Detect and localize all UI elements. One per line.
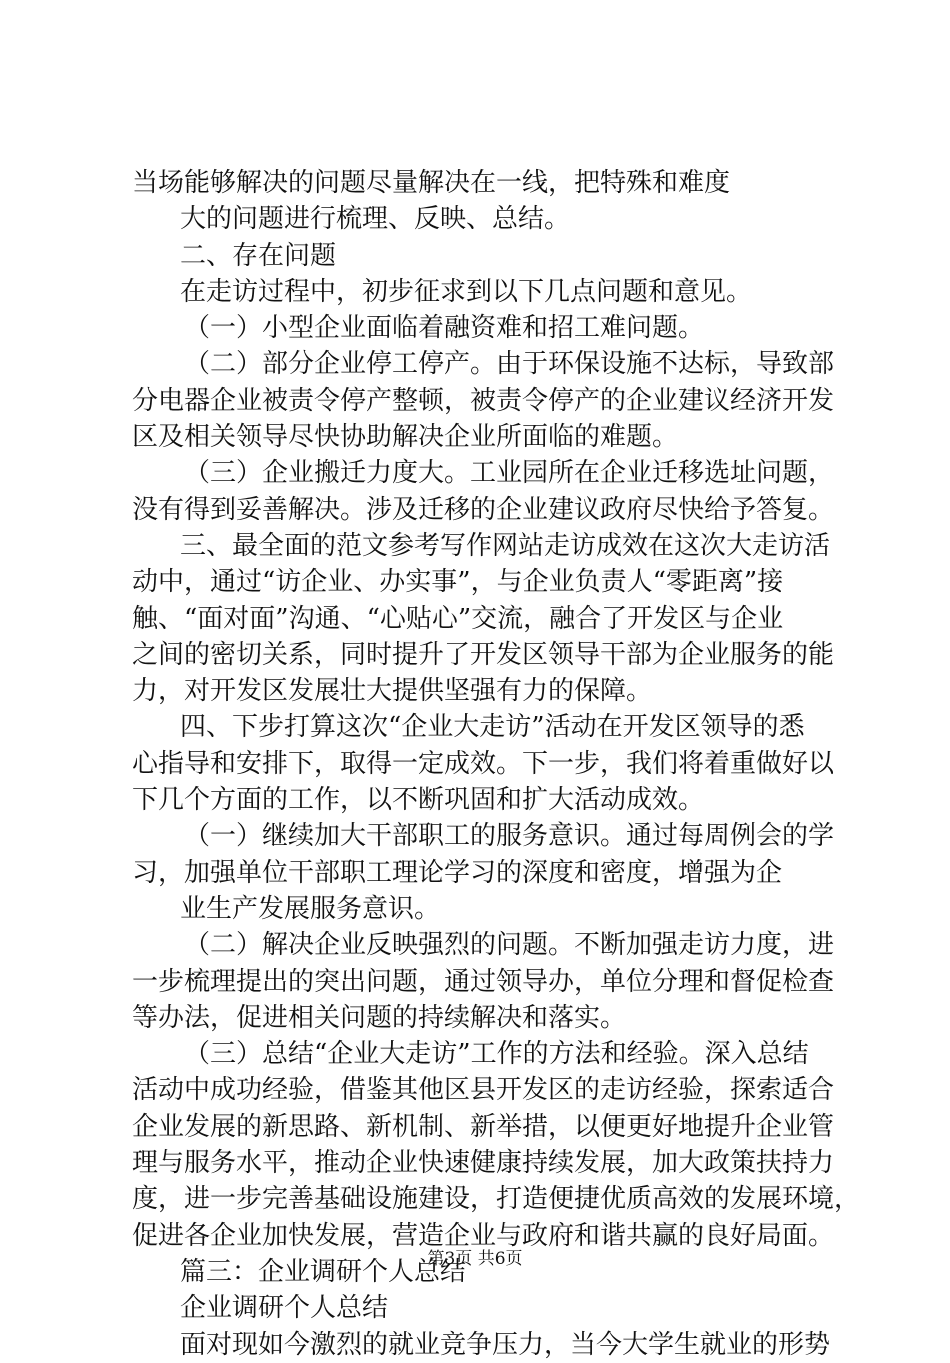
text-line: 动中，通过“访企业、办实事”，与企业负责人“零距离”接	[132, 567, 784, 598]
text-line: 力，对开发区发展壮大提供坚强有力的保障。	[132, 676, 653, 707]
document-body	[132, 165, 861, 1363]
text-line: 篇三：企业调研个人总结	[180, 1256, 467, 1287]
text-line: 度，进一步完善基础设施建设，打造便捷优质高效的发展环境，	[132, 1184, 861, 1215]
text-line: 企业调研个人总结	[180, 1293, 389, 1324]
text-line: 三、最全面的范文参考写作网站走访成效在这次大走访活	[180, 530, 831, 561]
text-line: 等办法，促进相关问题的持续解决和落实。	[132, 1002, 627, 1033]
text-line: 区及相关领导尽快协助解决企业所面临的难题。	[132, 422, 679, 453]
text-line: （二）部分企业停工停产。由于环保设施不达标，导致部	[184, 349, 835, 380]
text-line: 下几个方面的工作，以不断巩固和扩大活动成效。	[132, 785, 705, 816]
text-line: （三）企业搬迁力度大。工业园所在企业迁移选址问题，	[184, 458, 835, 489]
text-line: 活动中成功经验，借鉴其他区县开发区的走访经验，探索适合	[132, 1075, 835, 1106]
text-line: 企业发展的新思路、新机制、新举措，以便更好地提升企业管	[132, 1111, 835, 1142]
text-line: 面对现如今激烈的就业竞争压力，当今大学生就业的形势	[180, 1329, 831, 1360]
text-line: 一步梳理提出的突出问题，通过领导办，单位分理和督促检查	[132, 966, 835, 997]
page-footer: 第3页 共6页	[427, 1249, 523, 1269]
text-line: （一）继续加大干部职工的服务意识。通过每周例会的学	[184, 821, 835, 852]
text-line: 当场能够解决的问题尽量解决在一线，把特殊和难度	[132, 168, 731, 198]
text-line: （三）总结“企业大走访”工作的方法和经验。深入总结	[184, 1039, 809, 1070]
text-line: 业生产发展服务意识。	[180, 893, 441, 924]
text-line: 分电器企业被责令停产整顿，被责令停产的企业建议经济开发	[132, 385, 835, 416]
text-line: 二、存在问题	[180, 240, 337, 271]
text-line: 心指导和安排下，取得一定成效。下一步，我们将着重做好以	[132, 748, 835, 779]
text-line: 习，加强单位干部职工理论学习的深度和密度，增强为企	[132, 857, 783, 888]
text-line: 触、“面对面”沟通、“心贴心”交流，融合了开发区与企业	[132, 603, 784, 634]
text-line: 促进各企业加快发展，营造企业与政府和谐共赢的良好局面。	[132, 1220, 835, 1251]
text-line: 在走访过程中，初步征求到以下几点问题和意见。	[180, 276, 753, 307]
text-line: 之间的密切关系，同时提升了开发区领导干部为企业服务的能	[132, 639, 835, 670]
text-line: （二）解决企业反映强烈的问题。不断加强走访力度，进	[184, 930, 835, 961]
text-line: 没有得到妥善解决。涉及迁移的企业建议政府尽快给予答复。	[132, 494, 835, 525]
text-line: 四、下步打算这次“企业大走访”活动在开发区领导的悉	[180, 712, 805, 743]
text-line: （一）小型企业面临着融资难和招工难问题。	[184, 313, 705, 344]
text-line: 大的问题进行梳理、反映、总结。	[180, 204, 571, 235]
text-line: 理与服务水平，推动企业快速健康持续发展，加大政策扶持力	[132, 1148, 835, 1179]
